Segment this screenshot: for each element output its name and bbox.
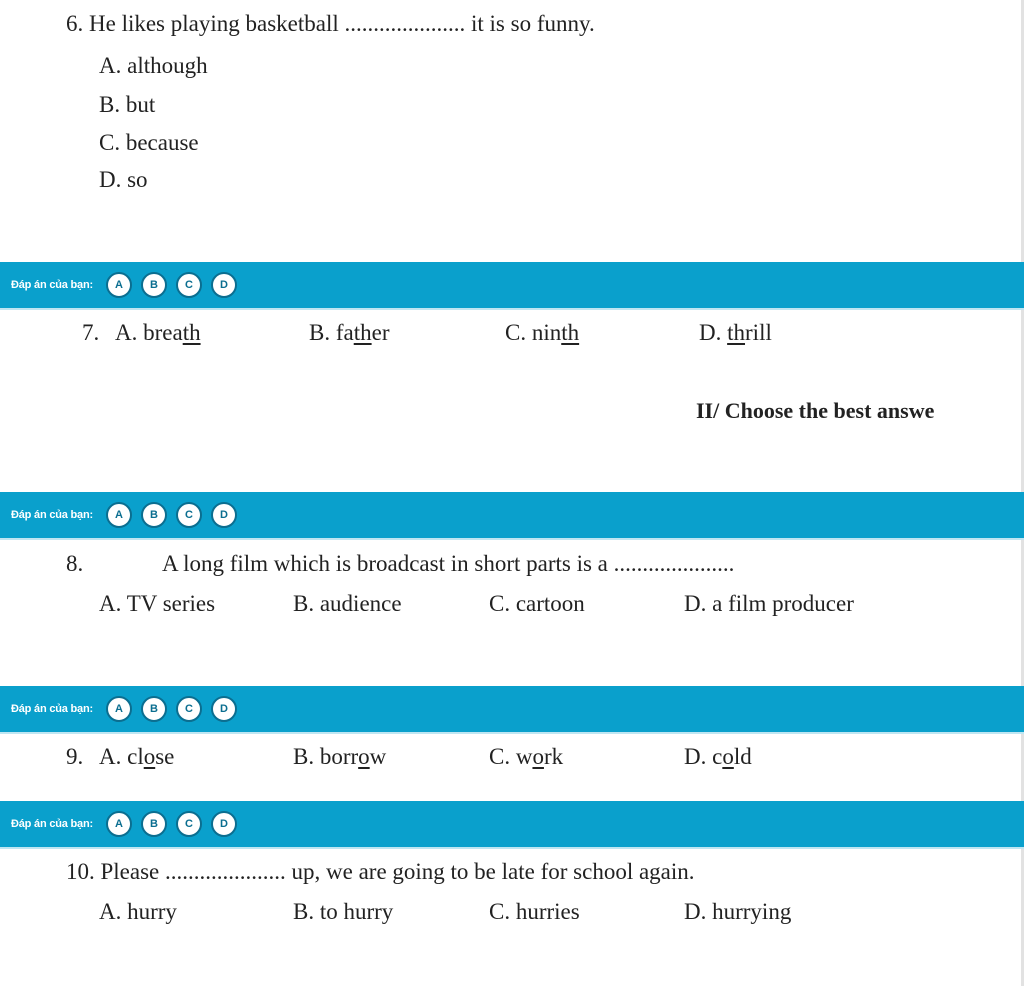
answer-option-c-button[interactable]: C (176, 272, 202, 298)
question-9-option-a: A. close (99, 744, 175, 769)
divider (0, 732, 1024, 734)
answer-option-a-button[interactable]: A (106, 272, 132, 298)
question-9-option-b: B. borrow (293, 744, 387, 769)
question-6-option-c: C. because (99, 130, 199, 155)
question-7-option-d: D. thrill (699, 320, 772, 345)
question-6-stem: 6. He likes playing basketball ..................... it is so funny. (66, 11, 595, 36)
question-7-option-b: B. father (309, 320, 390, 345)
answer-option-c-button[interactable]: C (176, 696, 202, 722)
question-7-option-a: A. breath (115, 320, 201, 345)
question-9-number: 9. (66, 744, 84, 769)
question-10-option-c: C. hurries (489, 899, 580, 924)
question-9-option-d: D. cold (684, 744, 752, 769)
answer-option-c-button[interactable]: C (176, 811, 202, 837)
answer-option-d-button[interactable]: D (211, 272, 237, 298)
question-6-option-d: D. so (99, 167, 148, 192)
answer-bar-q7 (0, 492, 1024, 538)
answer-bar-label: Đáp án của bạn: (11, 279, 93, 291)
answer-bar-label: Đáp án của bạn: (11, 818, 93, 830)
question-8-stem: A long film which is broadcast in short parts is a ..................... (162, 551, 735, 576)
divider (0, 308, 1024, 310)
question-10-option-b: B. to hurry (293, 899, 394, 924)
answer-bar-label: Đáp án của bạn: (11, 509, 93, 521)
question-8-option-c: C. cartoon (489, 591, 585, 616)
section-heading: II/ Choose the best answe (696, 398, 935, 423)
answer-option-a-button[interactable]: A (106, 502, 132, 528)
question-6-option-a: A. although (99, 53, 208, 78)
divider (0, 538, 1024, 540)
answer-option-b-button[interactable]: B (141, 502, 167, 528)
answer-option-b-button[interactable]: B (141, 696, 167, 722)
question-6-option-b: B. but (99, 92, 156, 117)
divider (0, 847, 1024, 849)
answer-option-b-button[interactable]: B (141, 272, 167, 298)
question-8-option-b: B. audience (293, 591, 402, 616)
question-10-option-d: D. hurrying (684, 899, 792, 924)
question-7-number: 7. (82, 320, 100, 345)
question-8-option-d: D. a film producer (684, 591, 854, 616)
answer-option-b-button[interactable]: B (141, 811, 167, 837)
answer-option-a-button[interactable]: A (106, 696, 132, 722)
answer-option-a-button[interactable]: A (106, 811, 132, 837)
question-8-option-a: A. TV series (99, 591, 216, 616)
answer-option-c-button[interactable]: C (176, 502, 202, 528)
question-8-number: 8. (66, 551, 84, 576)
question-9-option-c: C. work (489, 744, 564, 769)
answer-bar-label: Đáp án của bạn: (11, 703, 93, 715)
question-7-option-c: C. ninth (505, 320, 580, 345)
answer-option-d-button[interactable]: D (211, 696, 237, 722)
question-10-option-a: A. hurry (99, 899, 177, 924)
answer-bar-q8 (0, 686, 1024, 732)
question-10-stem: 10. Please ..................... up, we are going to be late for school again. (66, 859, 695, 884)
answer-option-d-button[interactable]: D (211, 502, 237, 528)
answer-bar-q9 (0, 801, 1024, 847)
answer-bar-q6 (0, 262, 1024, 308)
answer-option-d-button[interactable]: D (211, 811, 237, 837)
